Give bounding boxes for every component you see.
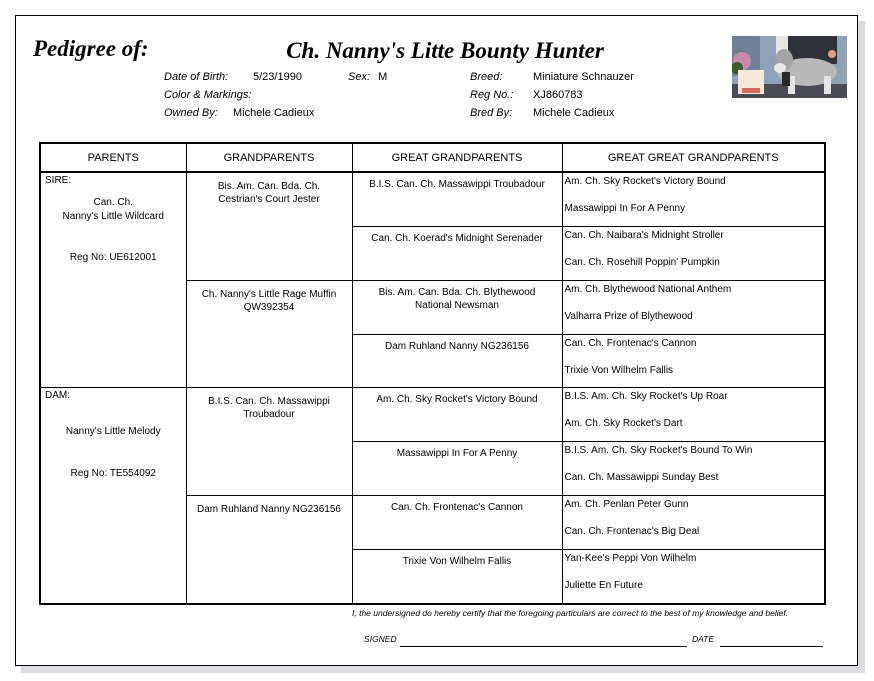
great-great-grandparent-cell bbox=[562, 549, 825, 604]
breeder-label: Bred By: bbox=[470, 107, 513, 119]
great-great-grandparent-cell bbox=[562, 334, 825, 388]
gggp-sire: Am. Ch. Sky Rocket's Victory Bound bbox=[564, 176, 726, 187]
gggp-dam: Valharra Prize of Blythewood bbox=[564, 310, 693, 322]
great-grandparent-line1: Dam Ruhland Nanny NG236156 bbox=[385, 340, 529, 352]
sire-reg: Reg No: UE612001 bbox=[69, 252, 157, 263]
sex-row bbox=[348, 71, 387, 83]
great-grandparent-line1: Am. Ch. Sky Rocket's Victory Bound bbox=[376, 394, 538, 406]
gggp-sire: Can. Ch. Naibara's Midnight Stroller bbox=[564, 229, 724, 241]
header-parents: PARENTS bbox=[40, 143, 186, 172]
grandparent-line1: Dam Ruhland Nanny NG236156 bbox=[197, 504, 341, 516]
gggp-sire: Can. Ch. Frontenac's Cannon bbox=[564, 337, 697, 349]
reg-value: XJ860783 bbox=[533, 89, 583, 101]
gggp-dam: Can. Ch. Massawippi Sunday Best bbox=[564, 472, 719, 484]
header-great-grandparents: GREAT GRANDPARENTS bbox=[352, 143, 562, 172]
signed-label: SIGNED bbox=[364, 634, 397, 644]
dog-name-title: Ch. Nanny's Litte Bounty Hunter bbox=[286, 38, 604, 63]
grandparent-line1: B.I.S. Can. Ch. Massawippi bbox=[208, 396, 330, 408]
pedigree-table bbox=[39, 142, 826, 605]
great-grandparent-cell bbox=[352, 388, 562, 442]
sire-name-line1: Can. Ch. bbox=[93, 197, 133, 208]
dob-value: 5/23/1990 bbox=[253, 71, 302, 83]
sire-name-line2: Nanny's Little Wildcard bbox=[62, 211, 164, 222]
breed-label: Breed: bbox=[470, 71, 503, 83]
great-great-grandparent-cell bbox=[562, 280, 825, 334]
great-grandparent-line1: Can. Ch. Koerad's Midnight Serenader bbox=[371, 232, 543, 244]
grandparent-line2: Troubadour bbox=[243, 409, 295, 421]
great-grandparent-line1: B.I.S. Can. Ch. Massawippi Troubadour bbox=[369, 179, 545, 190]
owner-value: Michele Cadieux bbox=[233, 107, 315, 119]
dog-photo bbox=[732, 36, 847, 98]
great-grandparent-cell bbox=[352, 172, 562, 226]
header-great-great-grandparents: GREAT GREAT GRANDPARENTS bbox=[562, 143, 825, 172]
grandparent-cell bbox=[186, 172, 352, 280]
dam-name: Nanny's Little Melody bbox=[65, 426, 161, 438]
gggp-sire: Am. Ch. Penlan Peter Gunn bbox=[564, 499, 689, 511]
gggp-sire: Am. Ch. Blythewood National Anthem bbox=[564, 283, 732, 295]
dam-reg: Reg No: TE554092 bbox=[70, 468, 156, 480]
great-grandparent-line1: Trixie Von Wilhelm Fallis bbox=[402, 555, 512, 567]
great-grandparent-cell bbox=[352, 496, 562, 550]
date-label: DATE bbox=[692, 634, 715, 644]
pedigree-label: Pedigree of: bbox=[33, 36, 149, 61]
gggp-dam: Am. Ch. Sky Rocket's Dart bbox=[564, 418, 683, 430]
grandparent-line1: Bis. Am. Can. Bda. Ch. bbox=[217, 181, 321, 192]
great-great-grandparent-cell bbox=[562, 442, 825, 496]
great-great-grandparent-cell bbox=[562, 172, 825, 226]
gggp-sire: Yan-Kee's Peppi Von Wilhelm bbox=[564, 552, 697, 564]
great-grandparent-line1: Bis. Am. Can. Bda. Ch. Blythewood bbox=[378, 286, 536, 298]
color-label: Color & Markings: bbox=[164, 89, 252, 101]
grandparent-cell bbox=[186, 496, 352, 604]
breeder-value: Michele Cadieux bbox=[533, 107, 615, 119]
gggp-sire: B.I.S. Am. Ch. Sky Rocket's Bound To Win bbox=[564, 445, 753, 457]
gggp-dam: Can. Ch. Frontenac's Big Deal bbox=[564, 526, 700, 538]
color-row bbox=[164, 89, 251, 101]
great-grandparent-cell bbox=[352, 280, 562, 334]
header-grandparents: GRANDPARENTS bbox=[186, 143, 352, 172]
great-grandparent-line1: Can. Ch. Frontenac's Cannon bbox=[391, 502, 523, 514]
dam-role: DAM: bbox=[45, 390, 70, 402]
breed-value: Miniature Schnauzer bbox=[533, 71, 634, 83]
great-grandparent-cell bbox=[352, 334, 562, 388]
signature-line[interactable] bbox=[400, 646, 687, 647]
sire-cell bbox=[40, 172, 186, 388]
grandparent-cell bbox=[186, 280, 352, 388]
grandparent-line1: Ch. Nanny's Little Rage Muffin bbox=[201, 288, 337, 300]
owner-label: Owned By: bbox=[164, 107, 218, 119]
gggp-dam: Juliette En Future bbox=[564, 579, 643, 591]
great-grandparent-cell bbox=[352, 549, 562, 604]
gggp-sire: B.I.S. Am. Ch. Sky Rocket's Up Roar bbox=[564, 391, 728, 403]
sex-label: Sex: bbox=[348, 71, 371, 83]
gggp-dam: Can. Ch. Rosehill Poppin' Pumpkin bbox=[564, 256, 720, 268]
great-great-grandparent-cell bbox=[562, 226, 825, 280]
gggp-dam: Trixie Von Wilhelm Fallis bbox=[564, 364, 674, 376]
sire-role: SIRE: bbox=[45, 175, 72, 186]
great-great-grandparent-cell bbox=[562, 388, 825, 442]
reg-label: Reg No.: bbox=[470, 89, 514, 101]
dob-row bbox=[164, 71, 228, 83]
table-header-row bbox=[40, 143, 825, 172]
sex-value: M bbox=[378, 71, 388, 83]
great-great-grandparent-cell bbox=[562, 496, 825, 550]
gggp-dam: Massawippi In For A Penny bbox=[564, 203, 686, 214]
grandparent-line2: QW392354 bbox=[243, 301, 295, 313]
great-grandparent-cell bbox=[352, 442, 562, 496]
dob-label: Date of Birth: bbox=[164, 71, 229, 83]
owner-row bbox=[164, 107, 218, 119]
grandparent-cell bbox=[186, 388, 352, 496]
great-grandparent-line1: Massawippi In For A Penny bbox=[396, 448, 518, 460]
great-grandparent-line2: National Newsman bbox=[415, 299, 499, 311]
great-grandparent-cell bbox=[352, 226, 562, 280]
grandparent-line2: Cestrian's Court Jester bbox=[218, 194, 320, 205]
date-line[interactable] bbox=[720, 646, 823, 647]
certification-statement: I, the undersigned do hereby certify that the foregoing particulars are correct to the best of my knowledge and belief. bbox=[352, 608, 789, 618]
dam-cell bbox=[40, 388, 186, 604]
